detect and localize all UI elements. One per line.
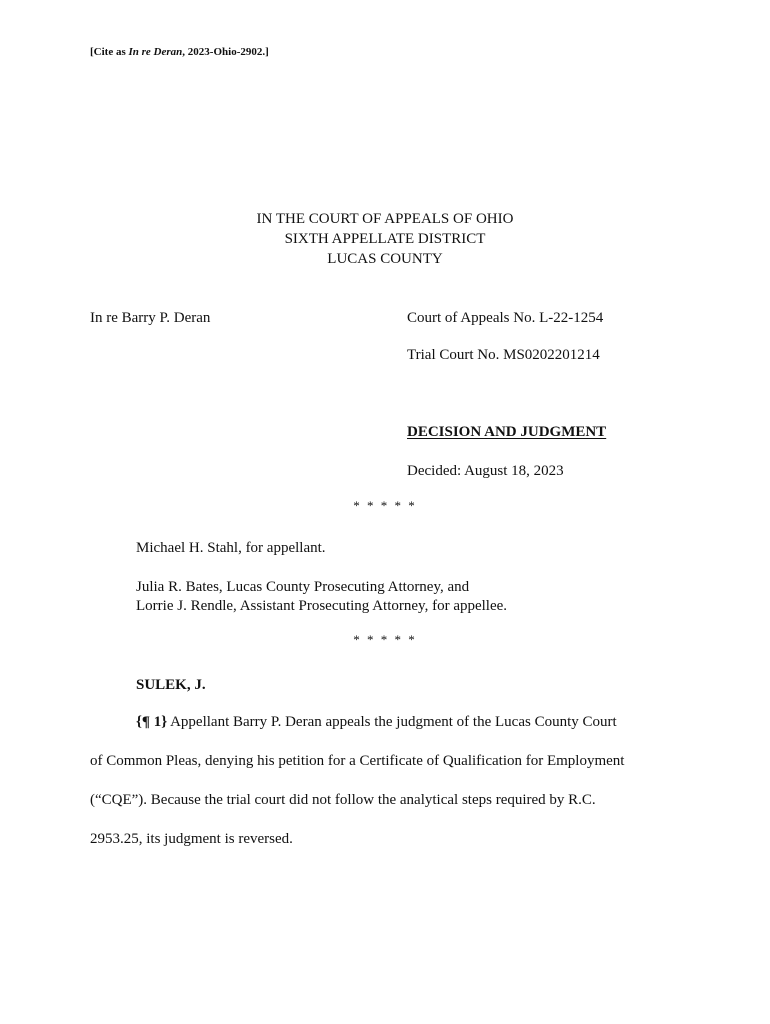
- appeals-case-number: Court of Appeals No. L-22-1254: [407, 310, 604, 326]
- court-district: SIXTH APPELLATE DISTRICT: [284, 231, 486, 247]
- authoring-judge: SULEK, J.: [136, 677, 206, 693]
- appellee-counsel: [136, 578, 507, 616]
- appellant-counsel: Michael H. Stahl, for appellant.: [136, 540, 326, 556]
- court-county: LUCAS COUNTY: [327, 251, 443, 267]
- trial-case-number: Trial Court No. MS0202201214: [407, 347, 600, 363]
- court-name: IN THE COURT OF APPEALS OF OHIO: [256, 211, 514, 227]
- decided-date: Decided: August 18, 2023: [407, 463, 564, 479]
- decision-title: DECISION AND JUDGMENT: [407, 424, 607, 440]
- citation-case-name: In re Deran: [128, 46, 183, 58]
- paragraph-text: Appellant Barry P. Deran appeals the judgment of the Lucas County Court: [167, 714, 617, 730]
- section-separator: * * * * *: [353, 632, 417, 647]
- appellee-counsel-line: Lorrie J. Rendle, Assistant Prosecuting Attorney, for appellee.: [136, 598, 508, 614]
- paragraph-marker: {¶ 1}: [136, 714, 168, 730]
- paragraph-line: 2953.25, its judgment is reversed.: [90, 831, 293, 847]
- section-separator: * * * * *: [353, 498, 417, 513]
- citation-suffix: , 2023-Ohio-2902.]: [182, 46, 269, 58]
- paragraph-line: (“CQE”). Because the trial court did not follow the analytical steps required by R.C.: [90, 792, 596, 808]
- citation-prefix: [Cite as: [90, 46, 129, 58]
- opinion-paragraph: [90, 708, 690, 864]
- appellee-counsel-line: Julia R. Bates, Lucas County Prosecuting Attorney, and: [136, 579, 470, 595]
- court-header: [0, 209, 770, 269]
- paragraph-line: [90, 708, 690, 747]
- citation-header: [90, 46, 269, 58]
- case-party: In re Barry P. Deran: [90, 310, 211, 326]
- paragraph-line: of Common Pleas, denying his petition for a Certificate of Qualification for Employment: [90, 753, 625, 769]
